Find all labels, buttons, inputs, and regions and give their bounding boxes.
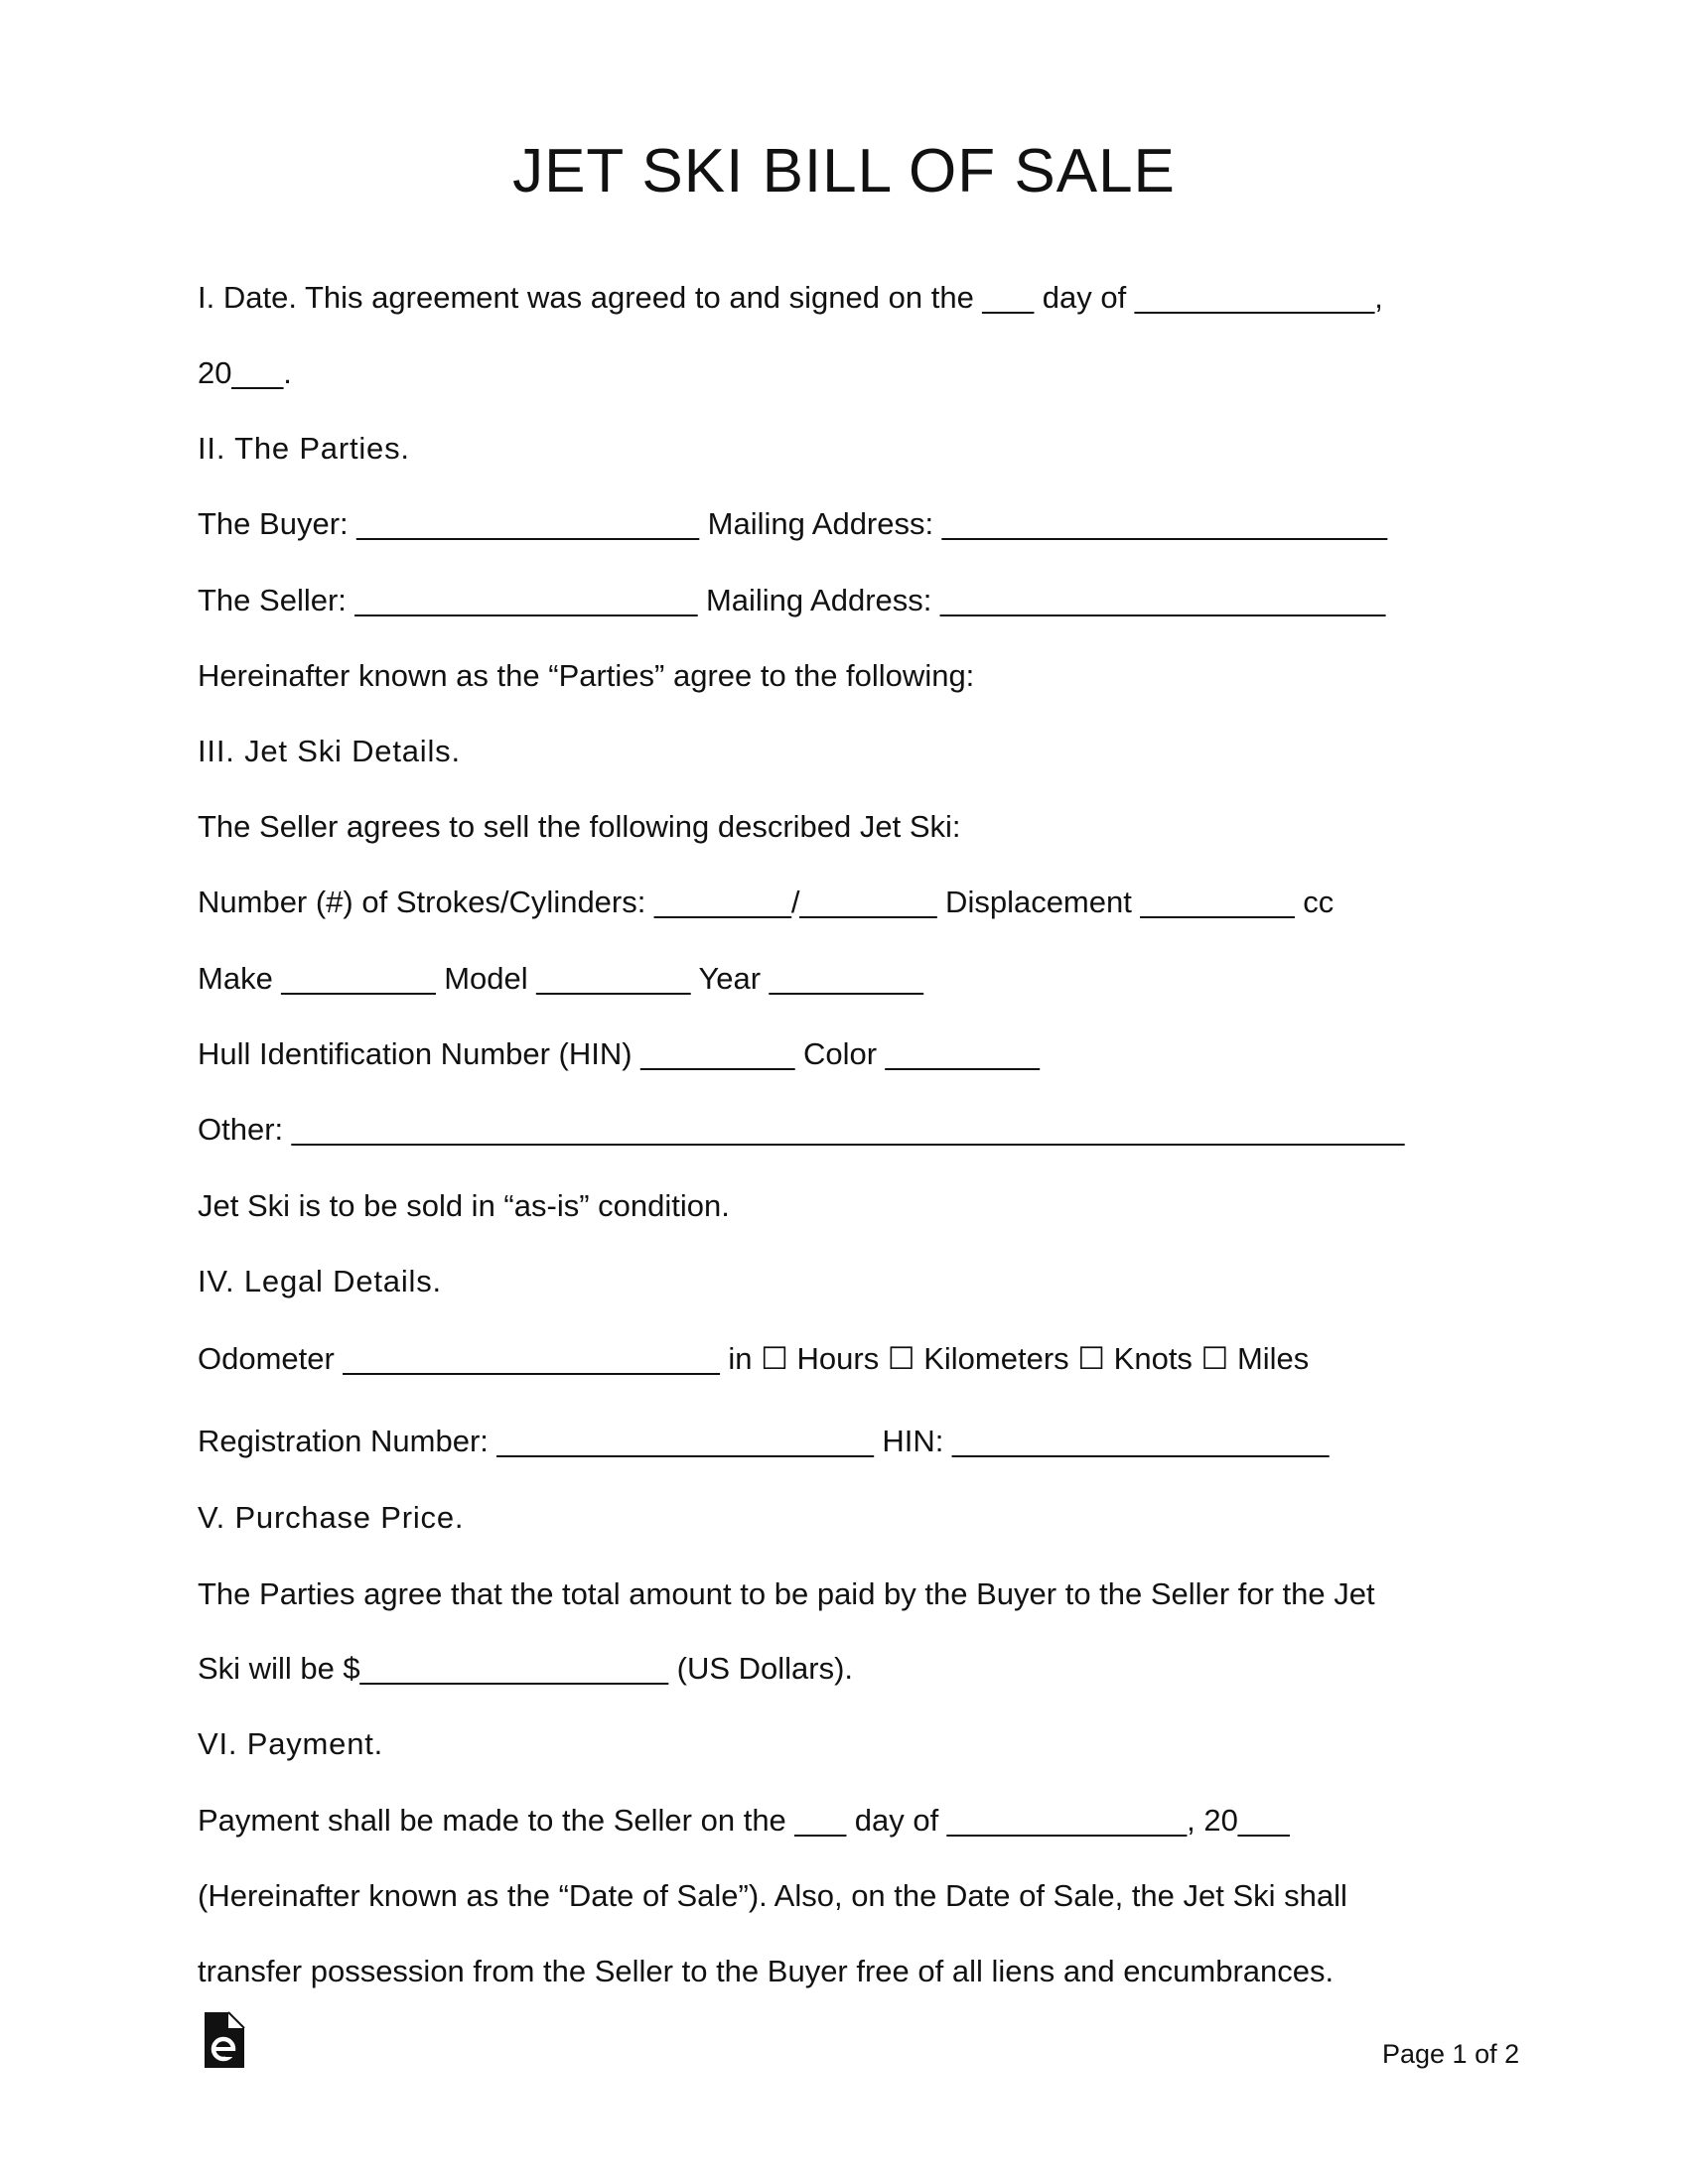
as-is-statement: Jet Ski is to be sold in “as-is” condition. xyxy=(198,1188,730,1223)
page-number: Page 1 of 2 xyxy=(1382,2039,1520,2069)
price-statement: The Parties agree that the total amount to be paid by the Buyer to the Seller for the Jet xyxy=(198,1576,1375,1611)
eforms-logo-icon xyxy=(203,2010,246,2070)
registration-line: Registration Number: ______________________ HIN: ______________________ xyxy=(198,1424,1330,1458)
make-model-year-line: Make _________ Model _________ Year _________ xyxy=(198,961,923,996)
document-title: JET SKI BILL OF SALE xyxy=(512,137,1176,205)
parties-statement: Hereinafter known as the “Parties” agree to the following: xyxy=(198,658,975,693)
section-heading-jet-ski-details: III. Jet Ski Details. xyxy=(198,734,461,768)
transfer-possession-line: transfer possession from the Seller to the Buyer free of all liens and encumbrances. xyxy=(198,1954,1335,1988)
jet-ski-intro: The Seller agrees to sell the following described Jet Ski: xyxy=(198,809,961,844)
section-heading-payment: VI. Payment. xyxy=(198,1726,384,1761)
odometer-line: Odometer ______________________ in ☐ Hours ☐ Kilometers ☐ Knots ☐ Miles xyxy=(198,1341,1310,1376)
seller-line: The Seller: ____________________ Mailing Address: __________________________ xyxy=(198,583,1386,617)
date-of-sale-line: (Hereinafter known as the “Date of Sale”). Also, on the Date of Sale, the Jet Ski shall xyxy=(198,1878,1347,1913)
strokes-displacement-line: Number (#) of Strokes/Cylinders: ________/________ Displacement _________ cc xyxy=(198,885,1335,919)
buyer-line: The Buyer: ____________________ Mailing Address: __________________________ xyxy=(198,506,1387,541)
date-year-line: 20___. xyxy=(198,355,292,390)
payment-date-line: Payment shall be made to the Seller on the ___ day of ______________, 20___ xyxy=(198,1803,1290,1838)
section-heading-parties: II. The Parties. xyxy=(198,431,410,466)
hin-color-line: Hull Identification Number (HIN) _________ Color _________ xyxy=(198,1036,1040,1071)
section-heading-purchase-price: V. Purchase Price. xyxy=(198,1500,465,1535)
section-heading-legal-details: IV. Legal Details. xyxy=(198,1264,442,1298)
price-amount-line: Ski will be $__________________ (US Dollars). xyxy=(198,1651,854,1686)
date-clause: I. Date. This agreement was agreed to and signed on the ___ day of ______________, xyxy=(198,280,1383,315)
other-line: Other: _________________________________________________________________ xyxy=(198,1112,1405,1147)
